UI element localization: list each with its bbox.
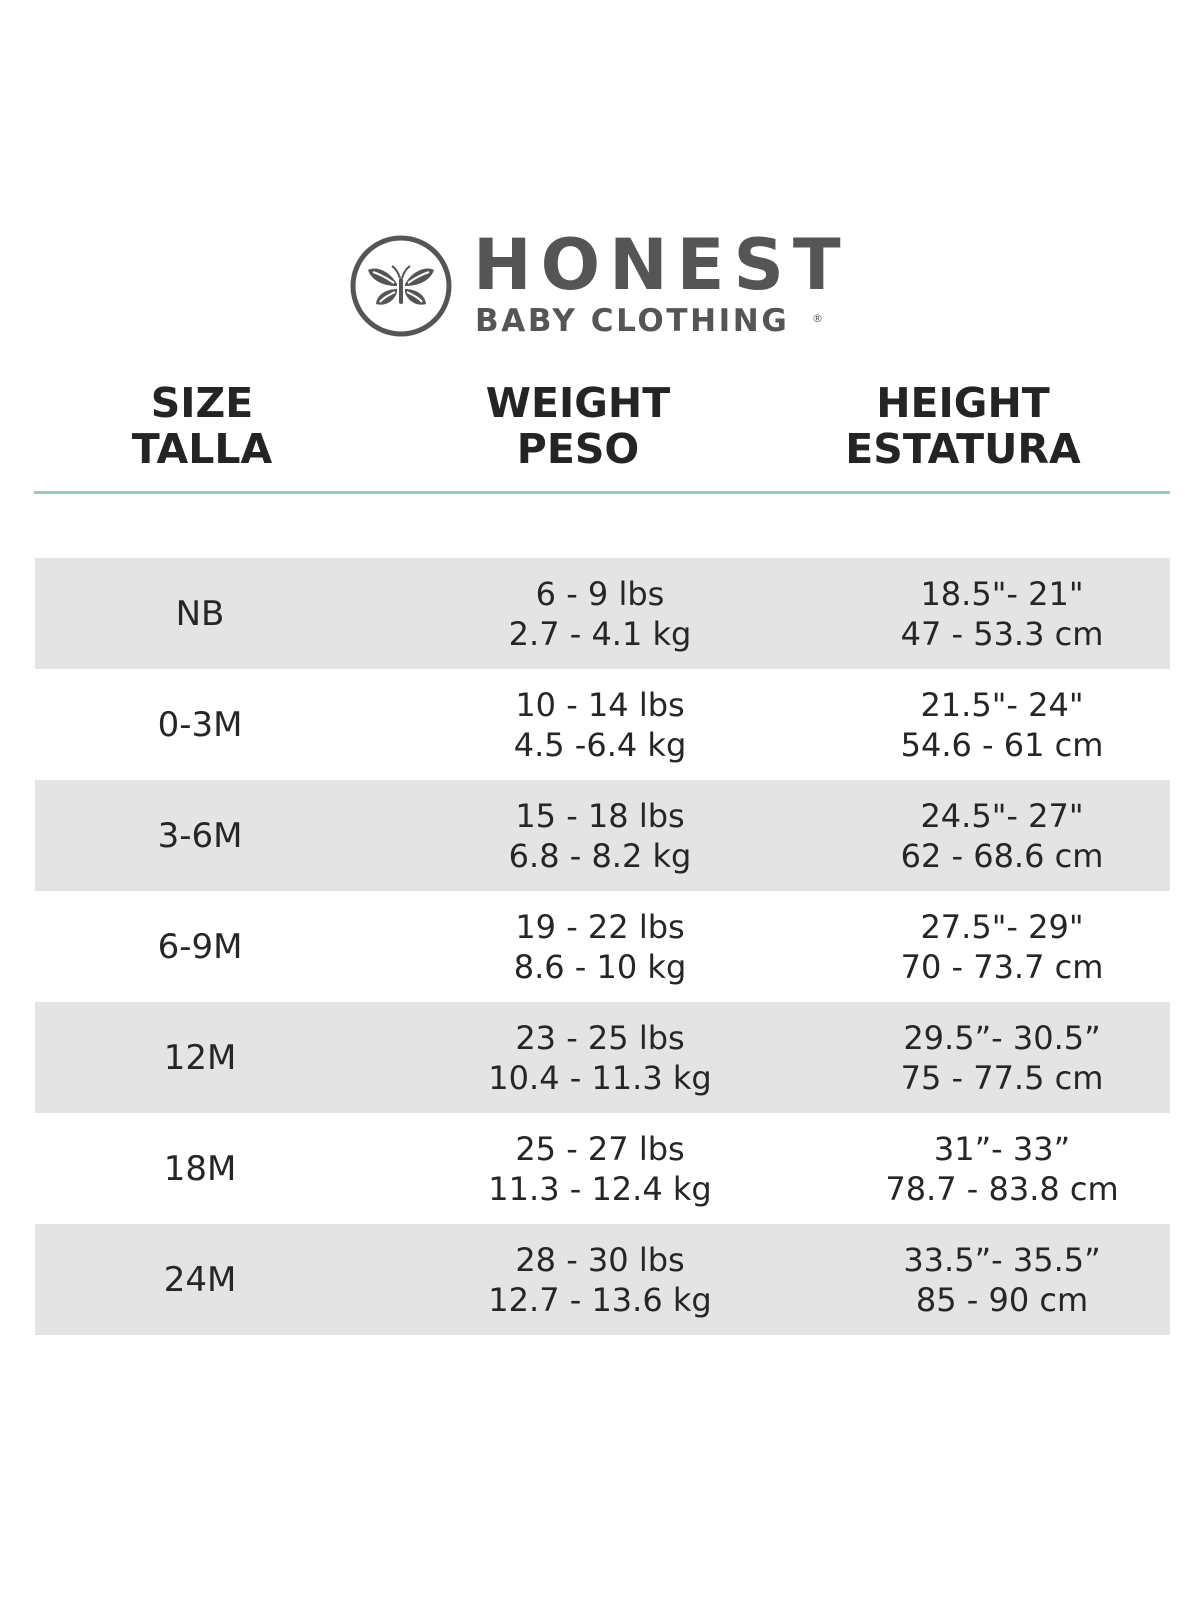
table-row <box>35 891 1170 1002</box>
size-label: 24M <box>163 1259 237 1300</box>
size-label: 18M <box>163 1148 237 1189</box>
height-cell <box>812 1113 1192 1224</box>
header-weight-es: PESO <box>516 425 640 473</box>
header-height-en: HEIGHT <box>876 379 1050 427</box>
size-cell <box>35 669 365 780</box>
header-height <box>783 380 1143 472</box>
weight-cell <box>420 780 780 891</box>
size-label: NB <box>175 593 225 634</box>
weight-kg: 8.6 - 10 kg <box>513 947 687 986</box>
table-row <box>35 780 1170 891</box>
brand-name: HONEST <box>473 224 850 306</box>
weight-kg: 6.8 - 8.2 kg <box>508 836 692 875</box>
height-in: 33.5”- 35.5” <box>903 1240 1101 1279</box>
weight-lbs: 25 - 27 lbs <box>515 1129 685 1168</box>
weight-lbs: 23 - 25 lbs <box>515 1018 685 1057</box>
header-divider <box>34 491 1170 494</box>
header-weight-en: WEIGHT <box>485 379 671 427</box>
size-cell <box>35 1224 365 1335</box>
size-label: 6-9M <box>157 926 243 967</box>
size-cell <box>35 891 365 1002</box>
height-cell <box>812 780 1192 891</box>
size-label: 3-6M <box>157 815 243 856</box>
height-in: 31”- 33” <box>933 1129 1071 1168</box>
height-cell <box>812 1002 1192 1113</box>
weight-cell <box>420 1224 780 1335</box>
weight-lbs: 10 - 14 lbs <box>515 685 685 724</box>
size-label: 0-3M <box>157 704 243 745</box>
weight-lbs: 6 - 9 lbs <box>535 574 665 613</box>
height-cell <box>812 1224 1192 1335</box>
height-cm: 70 - 73.7 cm <box>900 947 1104 986</box>
height-cell <box>812 558 1192 669</box>
height-cm: 78.7 - 83.8 cm <box>885 1169 1119 1208</box>
brand-logo <box>349 224 850 344</box>
table-row <box>35 1224 1170 1335</box>
header-height-es: ESTATURA <box>845 425 1081 473</box>
header-weight <box>398 380 758 472</box>
height-cm: 47 - 53.3 cm <box>900 614 1104 653</box>
height-cell <box>812 891 1192 1002</box>
weight-kg: 11.3 - 12.4 kg <box>488 1169 712 1208</box>
butterfly-icon <box>349 234 453 338</box>
size-cell <box>35 780 365 891</box>
weight-cell <box>420 1002 780 1113</box>
height-in: 18.5"- 21" <box>920 574 1084 613</box>
size-cell <box>35 558 365 669</box>
size-chart-table <box>35 558 1170 1335</box>
size-cell <box>35 1113 365 1224</box>
height-cm: 75 - 77.5 cm <box>900 1058 1104 1097</box>
weight-lbs: 15 - 18 lbs <box>515 796 685 835</box>
brand-subtitle: BABY CLOTHING <box>475 303 790 339</box>
height-in: 21.5"- 24" <box>920 685 1084 724</box>
weight-cell <box>420 558 780 669</box>
weight-kg: 10.4 - 11.3 kg <box>488 1058 712 1097</box>
header-size-es: TALLA <box>131 425 273 473</box>
weight-kg: 2.7 - 4.1 kg <box>508 614 692 653</box>
table-row <box>35 1002 1170 1113</box>
height-in: 29.5”- 30.5” <box>903 1018 1101 1057</box>
height-in: 24.5"- 27" <box>920 796 1084 835</box>
weight-kg: 12.7 - 13.6 kg <box>488 1280 712 1319</box>
registered-mark: ® <box>812 312 823 325</box>
header-size <box>22 380 382 472</box>
weight-cell <box>420 891 780 1002</box>
weight-lbs: 19 - 22 lbs <box>515 907 685 946</box>
weight-cell <box>420 1113 780 1224</box>
size-cell <box>35 1002 365 1113</box>
height-cm: 54.6 - 61 cm <box>900 725 1104 764</box>
weight-lbs: 28 - 30 lbs <box>515 1240 685 1279</box>
weight-cell <box>420 669 780 780</box>
weight-kg: 4.5 -6.4 kg <box>513 725 687 764</box>
table-row <box>35 558 1170 669</box>
table-row <box>35 669 1170 780</box>
height-cm: 62 - 68.6 cm <box>900 836 1104 875</box>
height-in: 27.5"- 29" <box>920 907 1084 946</box>
size-label: 12M <box>163 1037 237 1078</box>
header-size-en: SIZE <box>150 379 254 427</box>
height-cm: 85 - 90 cm <box>915 1280 1089 1319</box>
table-row <box>35 1113 1170 1224</box>
height-cell <box>812 669 1192 780</box>
